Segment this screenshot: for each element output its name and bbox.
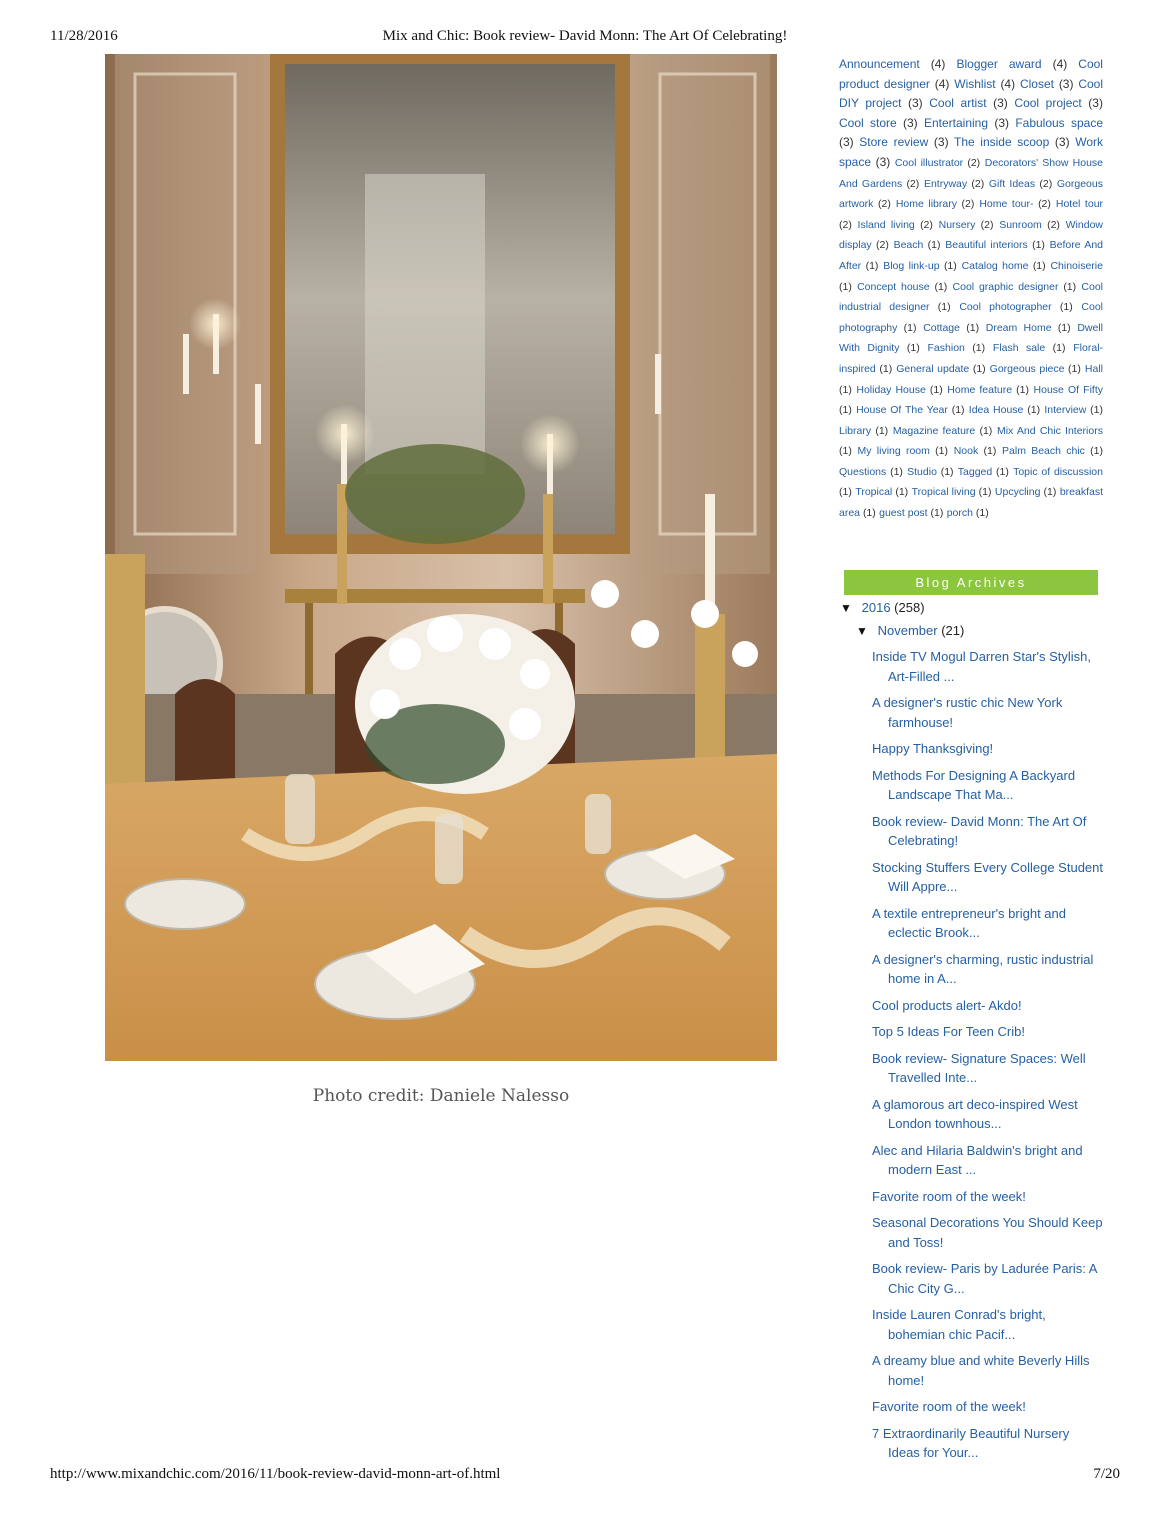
label-count: (1) [943,259,957,272]
label-count: (2) [1039,177,1053,190]
label-count: (3) [933,135,949,150]
archive-post-item [872,1305,1104,1344]
label-link[interactable]: Mix And Chic Interiors [996,424,1103,437]
label-item [907,466,953,478]
archive-post-link[interactable]: A dreamy blue and white Beverly Hills home! [872,1353,1090,1388]
label-link[interactable]: Fashion [927,342,965,355]
label-count: (1) [1090,445,1104,458]
label-link[interactable]: General update [896,362,970,375]
label-count: (1) [1032,259,1046,272]
label-link[interactable]: Home feature [947,383,1013,396]
label-link[interactable]: Gift Ideas [988,177,1036,190]
archive-post-link[interactable]: A designer's rustic chic New York farmhouse! [872,695,1063,730]
label-link[interactable]: House Of The Year [856,404,948,417]
dining-room-photo-illustration [105,54,777,1061]
label-count: (1) [1043,486,1057,499]
label-link[interactable]: Interview [1044,404,1087,417]
label-count: (1) [934,280,948,293]
label-count: (1) [983,445,997,458]
label-item [954,135,1070,149]
label-count: (1) [979,424,993,437]
label-count: (3) [839,135,854,150]
label-item [1044,404,1103,416]
label-link[interactable]: House Of Fifty [1033,383,1103,396]
label-link[interactable]: Floral-inspired [839,342,1104,375]
label-count: (1) [1068,362,1081,375]
label-count: (4) [1000,76,1016,91]
label-item [979,198,1051,210]
label-item [894,239,941,251]
archive-post-link[interactable]: Favorite room of the week! [872,1188,1026,1204]
label-count: (1) [996,465,1009,478]
label-count: (2) [876,239,889,252]
archive-post-item [872,1397,1104,1417]
label-link[interactable]: Tropical [855,486,893,499]
label-count: (1) [839,280,852,293]
archive-post-link[interactable]: Inside TV Mogul Darren Star's Stylish, Art-Filled ... [872,649,1091,684]
label-link[interactable]: Store review [859,135,929,150]
label-link[interactable]: breakfast area [839,486,1104,520]
archive-post-item [872,996,1104,1016]
archive-post-link[interactable]: A textile entrepreneur's bright and eclectic Brook... [872,905,1066,940]
label-count: (1) [1032,239,1045,252]
archive-post-item [872,1049,1104,1088]
label-item [990,363,1081,375]
print-title: Mix and Chic: Book review- David Monn: The Art Of Celebrating! [382,28,788,44]
label-count: (1) [975,507,989,520]
label-count: (1) [890,465,903,478]
label-link[interactable]: Idea House [968,404,1024,417]
archive-post-link[interactable]: Alec and Hilaria Baldwin's bright and modern East ... [872,1142,1083,1177]
archive-post-link[interactable]: A designer's charming, rustic industrial home in A... [872,951,1094,986]
label-item [893,425,993,437]
label-item [1020,77,1074,91]
label-item [855,486,908,498]
label-link[interactable]: Flash sale [992,342,1046,355]
label-link[interactable]: Beautiful interiors [945,239,1028,252]
label-count: (3) [1088,96,1103,111]
label-link[interactable]: Topic of discussion [1013,465,1103,478]
label-link[interactable]: Island living [857,218,915,231]
label-count: (1) [839,486,852,499]
label-item [945,239,1045,251]
archive-month-count: (21) [941,623,965,638]
label-link[interactable]: Studio [907,465,937,478]
archive-post-item [872,1259,1104,1298]
archive-post-link[interactable]: Book review- Paris by Ladurée Paris: A Chic City G... [872,1261,1097,1296]
print-date: 11/28/2016 [50,28,118,44]
archive-post-link[interactable]: A glamorous art deco-inspired West London townhous... [872,1096,1078,1131]
label-item [859,135,948,149]
label-count: (1) [978,486,992,499]
label-count: (2) [971,177,985,190]
label-link[interactable]: Fabulous space [1015,115,1103,130]
label-item [999,219,1060,231]
label-link[interactable]: Blogger award [956,57,1042,71]
label-link[interactable]: Announcement [839,57,920,71]
label-item [928,342,986,354]
label-count: (3) [994,115,1009,130]
archive-year-2016[interactable] [840,600,925,615]
label-count: (1) [839,404,852,417]
label-count: (1) [1090,404,1103,417]
archive-post-item [872,950,1104,989]
collapse-toggle-icon[interactable]: ▼ [840,601,852,615]
label-item [912,486,992,498]
label-link[interactable]: Entryway [923,177,968,190]
label-item [929,96,1008,110]
label-item [986,322,1071,334]
label-item [924,178,984,190]
blog-archives-heading: Blog Archives [844,570,1098,595]
label-count: (1) [839,383,852,396]
label-item [995,486,1056,498]
label-link[interactable]: Wishlist [954,76,996,91]
label-count: (4) [930,57,946,71]
label-count: (2) [839,218,852,231]
label-link[interactable]: Home tour- [979,198,1034,211]
label-item [924,116,1009,130]
label-count: (1) [1059,301,1073,314]
label-item [989,178,1052,190]
label-count: (1) [1016,383,1030,396]
label-item [947,384,1029,396]
print-page-number: 7/20 [1093,1466,1120,1482]
archive-post-item [872,693,1104,732]
archive-post-item [872,739,1104,759]
archive-post-item [872,1187,1104,1207]
label-link[interactable]: Sunroom [999,218,1042,231]
label-count: (1) [972,362,986,375]
label-item [896,198,975,210]
label-link[interactable]: Decorators' Show House And Gardens [839,156,1103,190]
label-count: (1) [1052,342,1066,355]
label-item [839,57,945,71]
label-item [1002,445,1103,457]
label-item [857,281,947,293]
archive-post-link[interactable]: Methods For Designing A Backyard Landscape That Ma... [872,767,1076,802]
label-link[interactable]: Holiday House [856,383,926,396]
photo-caption: Photo credit: Daniele Nalesso [312,1086,570,1106]
label-item [839,116,918,130]
label-link[interactable]: Hotel tour [1055,198,1104,211]
label-link[interactable]: Home library [895,198,957,211]
label-count: (1) [895,486,909,499]
label-item [958,466,1009,478]
archive-post-link[interactable]: Inside Lauren Conrad's bright, bohemian chic Pacif... [872,1307,1046,1342]
label-count: (1) [940,465,954,478]
label-link[interactable]: Cottage [923,321,960,334]
label-count: (2) [906,177,920,190]
archive-post-item [872,1141,1104,1180]
label-link[interactable]: Questions [839,465,887,478]
label-item [856,384,942,396]
label-link[interactable]: Upcycling [994,486,1041,499]
label-link[interactable]: Work space [839,135,1103,169]
label-count: (1) [875,424,889,437]
archive-month-november[interactable] [856,623,964,638]
label-link[interactable]: Blog link-up [883,259,940,272]
label-count: (1) [865,259,879,272]
archive-post-link[interactable]: Favorite room of the week! [872,1399,1026,1414]
label-item [1014,96,1103,110]
label-item [858,445,948,457]
label-count: (1) [951,404,965,417]
archive-post-link[interactable]: Seasonal Decorations You Should Keep and Toss! [872,1215,1103,1250]
archive-year-link[interactable]: 2016 [861,600,891,615]
label-link[interactable]: Cool photographer [959,301,1052,314]
label-count: (1) [972,342,986,355]
label-link[interactable]: Entertaining [923,115,989,130]
archive-post-item [872,1424,1104,1463]
archive-post-item [872,1022,1104,1042]
collapse-toggle-icon[interactable]: ▼ [856,624,868,638]
label-count: (1) [1063,280,1077,293]
label-count: (1) [966,321,980,334]
label-link[interactable]: Magazine feature [892,424,976,437]
label-count: (1) [1057,321,1071,334]
label-link[interactable]: Window display [839,218,1103,252]
label-count: (2) [980,218,994,231]
label-link[interactable]: Hall [1084,362,1103,375]
label-link[interactable]: Tropical living [911,486,976,499]
label-item [858,219,933,231]
label-count: (3) [902,115,918,130]
label-link[interactable]: Cool product designer [839,57,1103,91]
label-item [939,219,994,231]
label-link[interactable]: Cool industrial designer [839,280,1103,314]
label-link[interactable]: Cool illustrator [894,156,964,169]
label-count: (1) [839,445,852,458]
archive-month-link[interactable]: November [877,623,938,638]
label-count: (4) [1052,57,1068,71]
label-item [953,281,1077,293]
label-link[interactable]: Cool store [839,115,897,130]
label-item [956,57,1067,71]
label-item [923,322,979,334]
archive-year-count: (258) [894,600,925,615]
label-count: (2) [967,156,981,169]
print-footer [50,1466,1120,1486]
post-photo [105,54,777,1061]
label-count: (2) [1047,218,1060,231]
label-item [839,425,888,437]
label-item [959,301,1072,313]
label-item [962,260,1046,272]
label-count: (1) [862,507,876,520]
label-count: (1) [930,507,944,520]
label-count: (1) [927,239,941,252]
label-link[interactable]: Before And After [839,239,1104,272]
print-url: http://www.mixandchic.com/2016/11/book-review-david-monn-art-of.html [50,1466,501,1482]
archive-post-link[interactable]: Top 5 Ideas For Teen Crib! [872,1024,1025,1039]
label-link[interactable]: Gorgeous artwork [839,177,1103,211]
label-link[interactable]: Nursery [938,218,976,231]
label-link[interactable]: Cool DIY project [839,76,1104,111]
label-count: (1) [1027,404,1041,417]
archive-post-item [872,766,1104,805]
label-link[interactable]: Catalog home [961,259,1029,272]
label-link[interactable]: Cool artist [929,96,987,111]
label-link[interactable]: Cool project [1014,96,1082,111]
label-item [883,260,957,272]
label-count: (3) [1054,135,1070,150]
label-link[interactable]: guest post [879,507,928,520]
label-link[interactable]: Nook [953,445,979,458]
label-item [954,77,1015,91]
archive-post-link[interactable]: Stocking Stuffers Every College Student Will Appre... [872,859,1103,894]
label-link[interactable]: Beach [893,239,924,252]
label-count: (2) [920,218,933,231]
label-count: (2) [961,198,975,211]
label-count: (2) [1038,198,1051,211]
archive-post-item [872,1213,1104,1252]
label-count: (1) [903,321,917,334]
label-link[interactable]: The inside scoop [953,135,1050,150]
label-count: (3) [875,154,891,169]
label-item [969,404,1040,416]
archive-post-item [872,904,1104,943]
label-link[interactable]: Cool photography [839,301,1103,334]
label-link[interactable]: Chinoiserie [1050,259,1103,272]
label-count: (1) [935,445,949,458]
label-count: (1) [906,342,920,355]
archive-post-link[interactable]: Happy Thanksgiving! [872,741,994,756]
label-count: (1) [929,383,943,396]
label-link[interactable]: Concept house [857,280,930,293]
label-count: (3) [993,96,1008,111]
label-item [954,445,997,457]
labels-cloud [839,55,1103,524]
label-item [895,157,980,169]
label-item [856,404,964,416]
label-link[interactable]: Palm Beach chic [1002,445,1085,458]
label-item [947,507,989,519]
label-link[interactable]: Dwell With Dignity [839,321,1104,355]
archive-post-item [872,858,1104,897]
archive-post-item [872,1351,1104,1390]
archive-post-item [872,1095,1104,1134]
label-link[interactable]: Cool graphic designer [952,280,1059,293]
label-item [839,466,903,478]
label-item [896,363,985,375]
label-link[interactable]: Gorgeous piece [989,362,1065,375]
archive-post-item [872,812,1104,851]
label-item [993,342,1066,354]
print-header [50,28,1120,48]
archive-post-link[interactable]: Book review- Signature Spaces: Well Travelled Inte... [872,1050,1086,1085]
label-count: (1) [937,301,951,314]
label-item [879,507,943,519]
label-count: (3) [908,96,923,111]
label-link[interactable]: porch [946,507,973,520]
label-count: (1) [879,362,893,375]
label-count: (4) [934,76,950,91]
label-count: (2) [878,198,891,211]
label-link[interactable]: My living room [857,445,930,458]
archive-post-link[interactable]: 7 Extraordinarily Beautiful Nursery Ideas for Your... [872,1425,1070,1460]
label-count: (3) [1058,76,1074,91]
label-link[interactable]: Library [839,424,872,437]
label-link[interactable]: Dream Home [985,321,1052,334]
archive-post-item [872,647,1104,686]
label-link[interactable]: Closet [1019,76,1054,91]
archive-post-link[interactable]: Book review- David Monn: The Art Of Celebrating! [872,813,1087,848]
label-link[interactable]: Tagged [957,465,993,478]
archive-post-list [872,647,1104,1470]
archive-post-link[interactable]: Cool products alert- Akdo! [872,997,1022,1013]
